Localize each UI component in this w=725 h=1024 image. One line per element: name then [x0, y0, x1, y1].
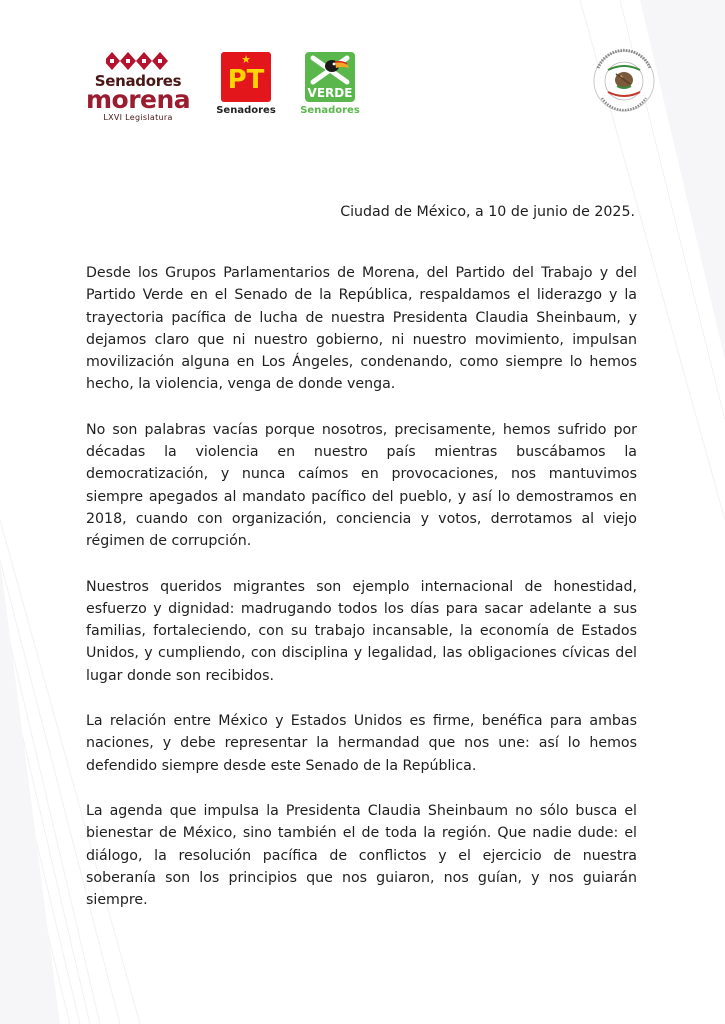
verde-logo — [300, 52, 360, 120]
pt-logo-letters: PT — [227, 65, 265, 95]
paragraph-1: Desde los Grupos Parlamentarios de Morena, del Partido del Trabajo y del Partido Verde en el Senado de la República, respaldamos el liderazgo y la trayectoria pacífica de lucha de nuestra Presidenta Claudia Sheinbaum, y dejamos claro que ni nuestro gobierno, ni nuestro movimiento, impulsan movilización alguna en Los Ángeles, condenando, como siempre lo hemos hecho, la violencia, venga de donde venga. — [86, 265, 637, 393]
pt-logo — [216, 52, 276, 120]
verde-logo-letters: VERDE — [307, 86, 353, 100]
paragraph-5: La agenda que impulsa la Presidenta Claudia Sheinbaum no sólo busca el bienestar de México, sino también el de toda la región. Que nadie dude: el diálogo, la resolución pacífica de conflictos y el ejercicio de nuestra soberanía son los principios que nos guiaron, nos guían, y nos guiarán siempre. — [86, 802, 637, 909]
letter-body — [86, 262, 637, 934]
star-icon: ★ — [241, 53, 251, 66]
morena-logo — [86, 52, 190, 122]
verde-logo-box — [305, 52, 355, 102]
letter-date: Ciudad de México, a 10 de junio de 2025. — [340, 204, 635, 220]
pt-logo-caption: Senadores — [216, 105, 276, 116]
paragraph-2: No son palabras vacías porque nosotros, precisamente, hemos sufrido por décadas la violencia en nuestro país mientras buscábamos la democratización, y nunca caímos en provocaciones, nos mantuvimos siempre apegados al mandato pacífico del pueblo, y así lo demostramos en 2018, cuando con organización, conciencia y votos, derrotamos al viejo régimen de corrupción. — [86, 421, 637, 550]
morena-rects-icon — [106, 52, 170, 70]
toucan-icon — [305, 52, 355, 88]
paragraph-4: La relación entre México y Estados Unidos es firme, benéfica para ambas naciones, y debe representar la hermandad que nos une: así lo hemos defendido siempre desde este Senado de la República. — [86, 713, 637, 774]
paragraph-3: Nuestros queridos migrantes son ejemplo internacional de honestidad, esfuerzo y dignidad: madrugando todos los días para sacar adelante a sus familias, fortaleciendo, con su trabajo incansable, la economía de Estados Unidos, y cumpliendo, con disciplina y legalidad, las obligaciones cívicas del lugar donde son recibidos. — [86, 578, 637, 684]
morena-logo-sub: LXVI Legislatura — [103, 113, 173, 122]
senado-seal-logo — [584, 48, 664, 114]
verde-logo-caption: Senadores — [300, 105, 360, 116]
morena-logo-main: morena — [86, 85, 191, 114]
morena-logo-top: Senadores — [94, 72, 182, 90]
